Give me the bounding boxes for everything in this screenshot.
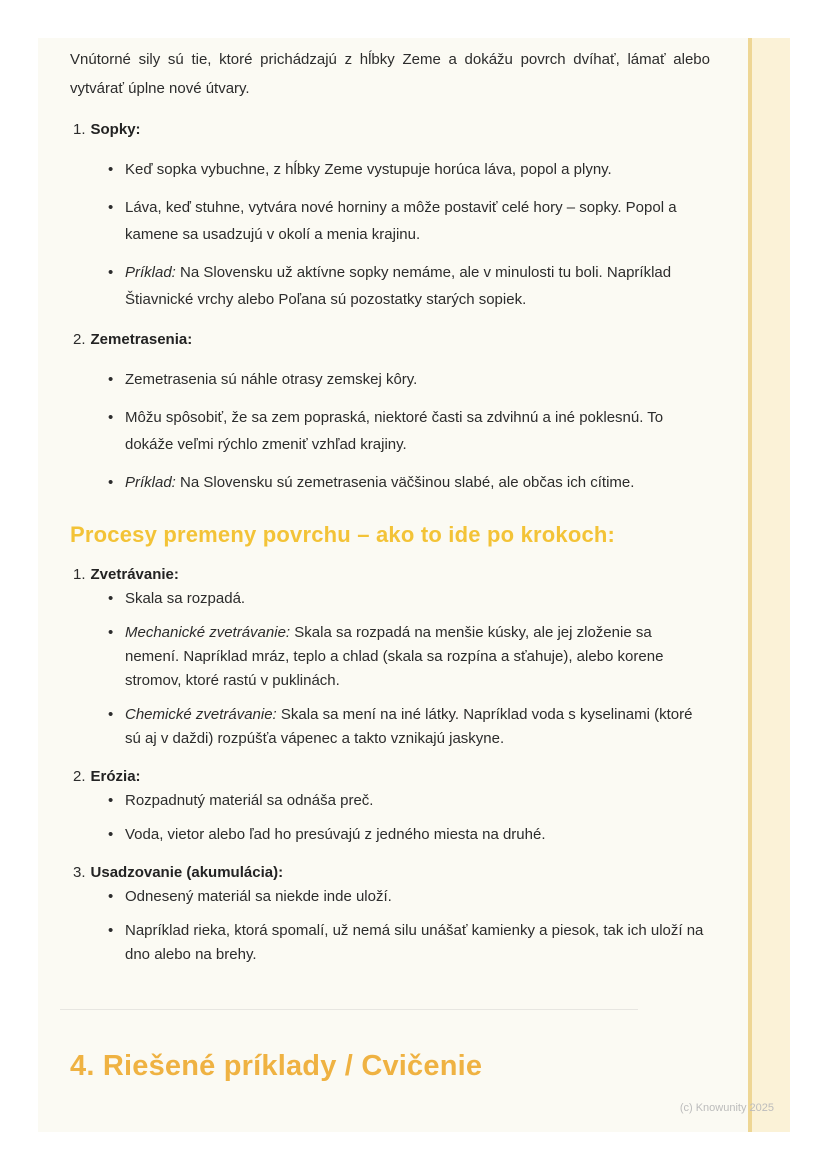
- bullet-item: [106, 587, 710, 611]
- item-title: Sopky:: [90, 121, 141, 138]
- bullet-item: [106, 404, 710, 458]
- bullet-text: Napríklad rieka, ktorá spomalí, už nemá silu unášať kamienky a piesok, tak ich uloží na dno alebo na brehy.: [125, 922, 704, 963]
- item-number: 2.: [73, 331, 86, 348]
- list-item-sopky: [70, 116, 710, 313]
- bullet-list: [70, 789, 710, 847]
- bullet-text: Skala sa mení na iné látky. Napríklad voda s kyselinami (ktoré sú aj v daždi) rozpúšťa vápenec a takto vznikajú jaskyne.: [125, 706, 693, 747]
- bullet-item: [106, 194, 710, 248]
- bullet-lead: Príklad:: [125, 264, 176, 281]
- bullet-text: Keď sopka vybuchne, z hĺbky Zeme vystupuje horúca láva, popol a plyny.: [125, 161, 612, 178]
- step-zvetravanie: [70, 563, 710, 751]
- bullet-item: [106, 259, 710, 313]
- bullet-list: [70, 587, 710, 751]
- bullet-item: [106, 885, 710, 909]
- step-heading: [70, 765, 710, 789]
- step-erozia: [70, 765, 710, 847]
- step-number: 2.: [73, 768, 86, 785]
- item-number: 1.: [73, 121, 86, 138]
- bullet-lead: Príklad:: [125, 474, 176, 491]
- bullet-item: [106, 703, 710, 751]
- item-title: Zemetrasenia:: [90, 331, 193, 348]
- step-title: Zvetrávanie:: [90, 566, 179, 583]
- document-content: [38, 38, 790, 1083]
- bullet-text: Zemetrasenia sú náhle otrasy zemskej kôry.: [125, 371, 418, 388]
- section-heading-processes: Procesy premeny povrchu – ako to ide po krokoch:: [70, 522, 616, 547]
- bullet-item: [106, 823, 710, 847]
- list-item-heading: [70, 326, 710, 353]
- bullet-list: [70, 366, 710, 496]
- inner-forces-list: [70, 116, 710, 496]
- section-divider: [60, 1009, 638, 1010]
- bullet-text: Odnesený materiál sa niekde inde uloží.: [125, 888, 392, 905]
- bullet-item: [106, 366, 710, 393]
- bullet-text: Rozpadnutý materiál sa odnáša preč.: [125, 792, 374, 809]
- bullet-text: Na Slovensku už aktívne sopky nemáme, ale v minulosti tu boli. Napríklad Štiavnické vrchy alebo Poľana sú pozostatky starých sopiek.: [125, 264, 672, 308]
- list-item-heading: [70, 116, 710, 143]
- step-number: 1.: [73, 566, 86, 583]
- bullet-text: Skala sa rozpadá na menšie kúsky, ale jej zloženie sa nemení. Napríklad mráz, teplo a chlad (skala sa rozpína a sťahuje), alebo korene stromov, ktoré rastú v puklinách.: [125, 624, 664, 689]
- bullet-list: [70, 885, 710, 967]
- bullet-item: [106, 469, 710, 496]
- section-heading-exercises: 4. Riešené príklady / Cvičenie: [70, 1050, 483, 1082]
- process-steps-list: [70, 563, 710, 967]
- copyright-watermark: (c) Knowunity 2025: [679, 1102, 774, 1114]
- intro-paragraph: Vnútorné sily sú tie, ktoré prichádzajú z hĺbky Zeme a dokážu povrch dvíhať, lámať alebo vytvárať úplne nové útvary.: [70, 51, 710, 97]
- bullet-lead: Chemické zvetrávanie:: [125, 706, 277, 723]
- step-number: 3.: [73, 864, 86, 881]
- bullet-lead: Mechanické zvetrávanie:: [125, 624, 291, 641]
- step-heading: [70, 563, 710, 587]
- bullet-item: [106, 156, 710, 183]
- step-title: Usadzovanie (akumulácia):: [90, 864, 284, 881]
- bullet-item: [106, 919, 710, 967]
- bullet-text: Skala sa rozpadá.: [125, 590, 246, 607]
- step-heading: [70, 861, 710, 885]
- bullet-list: [70, 156, 710, 313]
- step-title: Erózia:: [90, 768, 141, 785]
- list-item-zemetrasenia: [70, 326, 710, 496]
- bullet-item: [106, 789, 710, 813]
- bullet-text: Môžu spôsobiť, že sa zem popraská, niektoré časti sa zdvihnú a iné poklesnú. To dokáže veľmi rýchlo zmeniť vzhľad krajiny.: [125, 409, 664, 453]
- bullet-text: Voda, vietor alebo ľad ho presúvajú z jedného miesta na druhé.: [125, 826, 546, 843]
- step-usadzovanie: [70, 861, 710, 967]
- document-sheet: [38, 38, 790, 1132]
- bullet-text: Na Slovensku sú zemetrasenia väčšinou slabé, ale občas ich cítime.: [175, 474, 635, 491]
- bullet-text: Láva, keď stuhne, vytvára nové horniny a môže postaviť celé hory – sopky. Popol a kamene sa usadzujú v okolí a menia krajinu.: [125, 199, 677, 243]
- bullet-item: [106, 621, 710, 693]
